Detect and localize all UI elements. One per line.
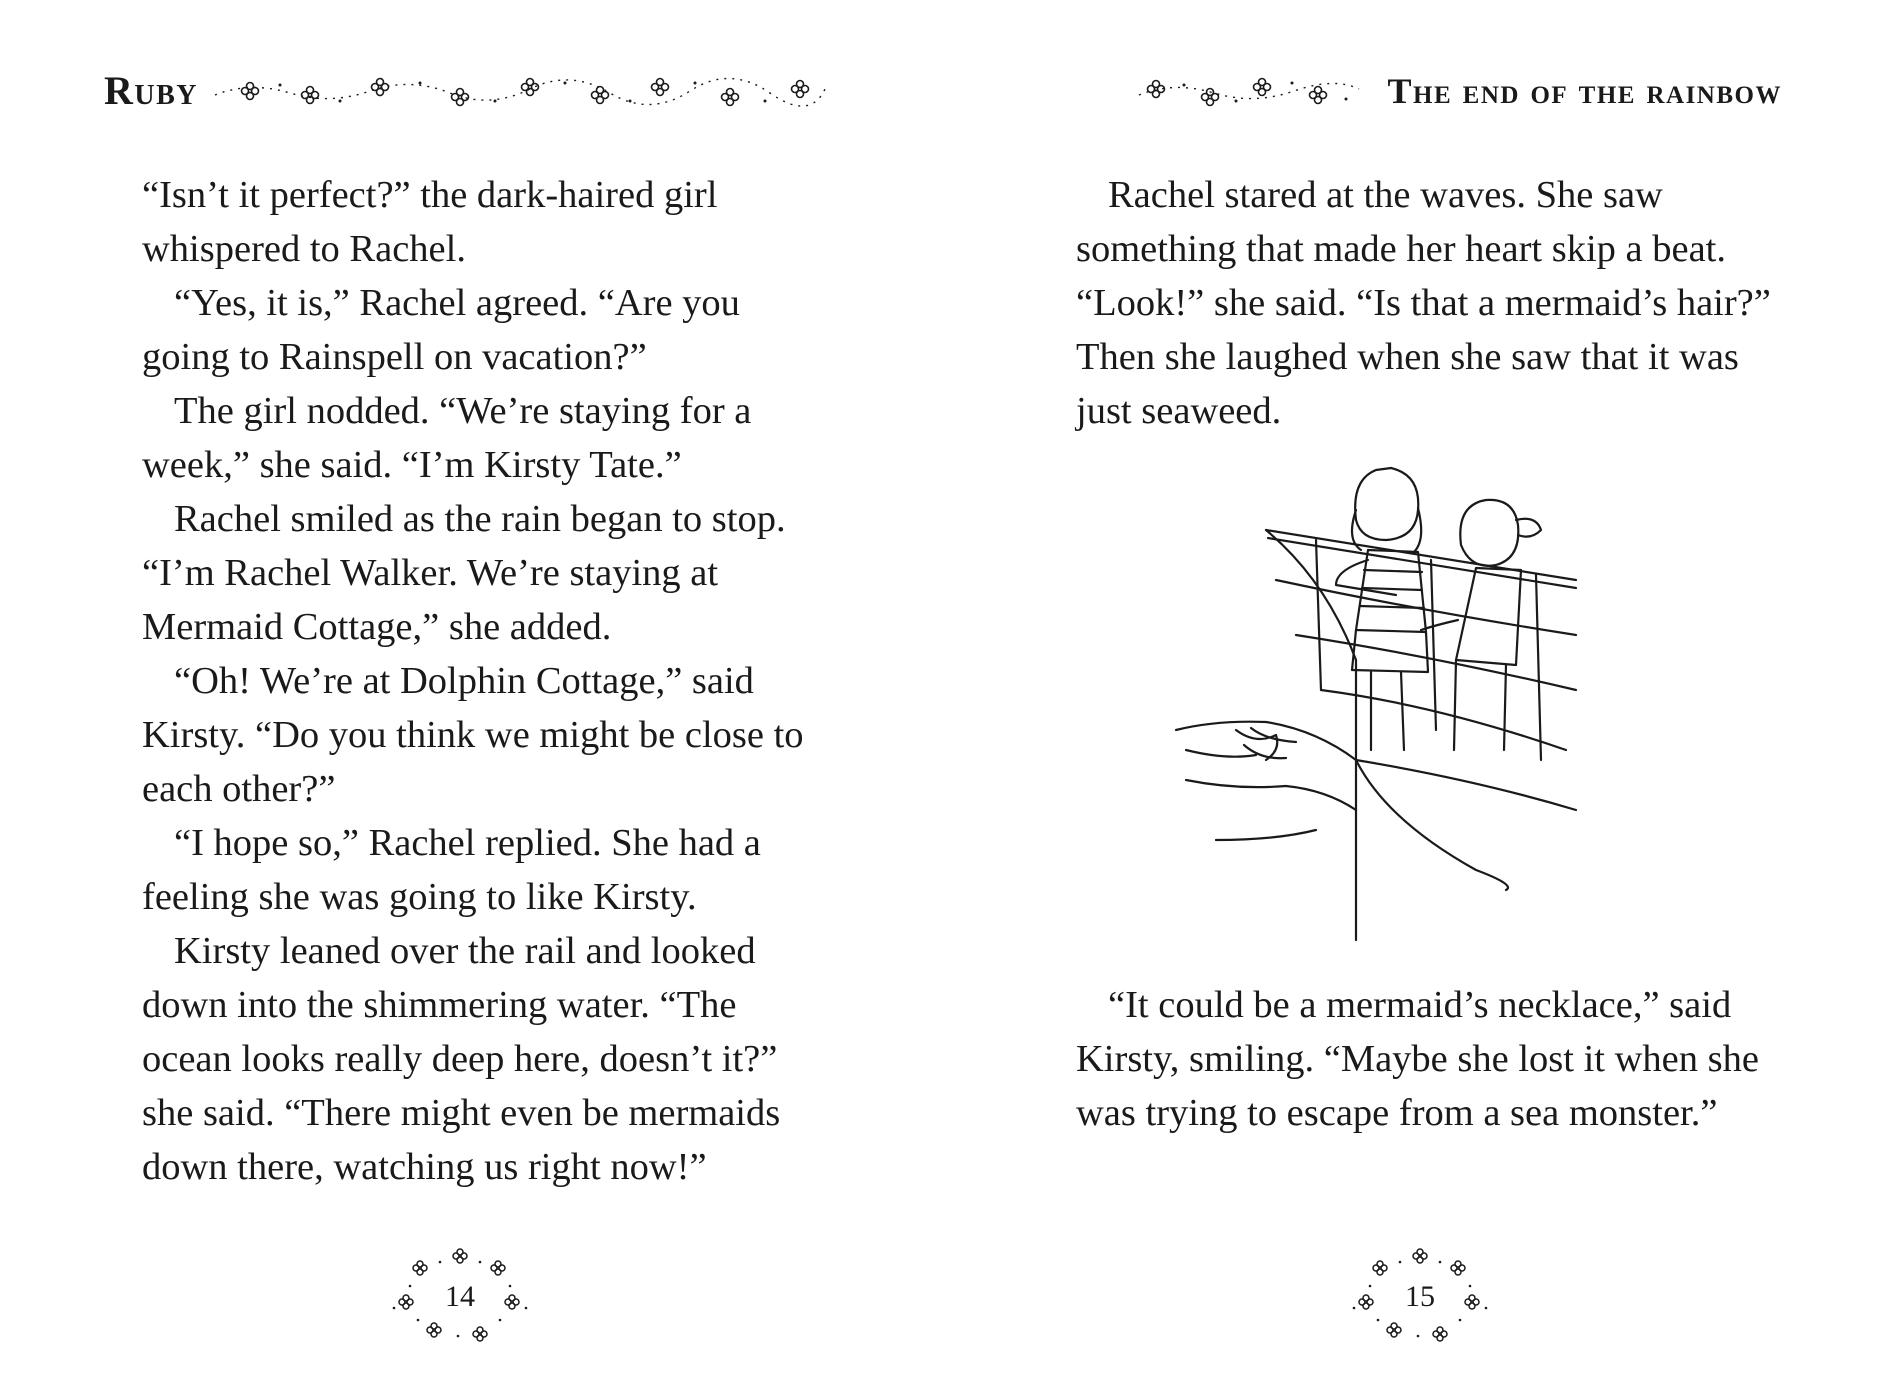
paragraph: “Oh! We’re at Dolphin Cottage,” said Kirsty. “Do you think we might be close to each other?” — [142, 660, 804, 810]
flower-vine-icon — [210, 73, 830, 109]
paragraph: “Isn’t it perfect?” the dark-haired girl whispered to Rachel. — [142, 174, 718, 270]
girls-at-ship-rail-illustration — [1156, 460, 1616, 960]
page-number: 15 — [1405, 1280, 1435, 1313]
paragraph: The girl nodded. “We’re staying for a week,” she said. “I’m Kirsty Tate.” — [142, 390, 752, 486]
left-page-body — [142, 168, 832, 1194]
running-head-title: Ruby — [104, 68, 199, 113]
running-head-left — [104, 66, 834, 116]
paragraph: “I hope so,” Rachel replied. She had a feeling she was going to like Kirsty. — [142, 822, 761, 918]
running-head-right — [1066, 66, 1782, 116]
page-number-left — [370, 1232, 550, 1352]
paragraph: Kirsty leaned over the rail and looked down into the shimmering water. “The ocean looks really deep here, doesn’t it?” she said. “There might even be mermaids down there, watching us right now!” — [142, 930, 781, 1188]
right-page-body-bottom — [1076, 978, 1776, 1140]
paragraph: Rachel smiled as the rain began to stop. “I’m Rachel Walker. We’re staying at Mermaid Cottage,” she added. — [142, 498, 786, 648]
running-head-title: The end of the rainbow — [1387, 71, 1782, 111]
paragraph: “It could be a mermaid’s necklace,” said Kirsty, smiling. “Maybe she lost it when she was trying to escape from a sea monster.” — [1076, 984, 1759, 1134]
right-page-body-top — [1076, 168, 1776, 438]
flower-vine-icon — [1134, 73, 1364, 109]
page-number-right — [1330, 1232, 1510, 1352]
paragraph: “Yes, it is,” Rachel agreed. “Are you going to Rainspell on vacation?” — [142, 282, 740, 378]
page-number: 14 — [445, 1280, 475, 1313]
paragraph: Rachel stared at the waves. She saw something that made her heart skip a beat. “Look!” she said. “Is that a mermaid’s hair?” Then she laughed when she saw that it was just seaweed. — [1076, 174, 1771, 432]
right-page — [946, 0, 1892, 1396]
